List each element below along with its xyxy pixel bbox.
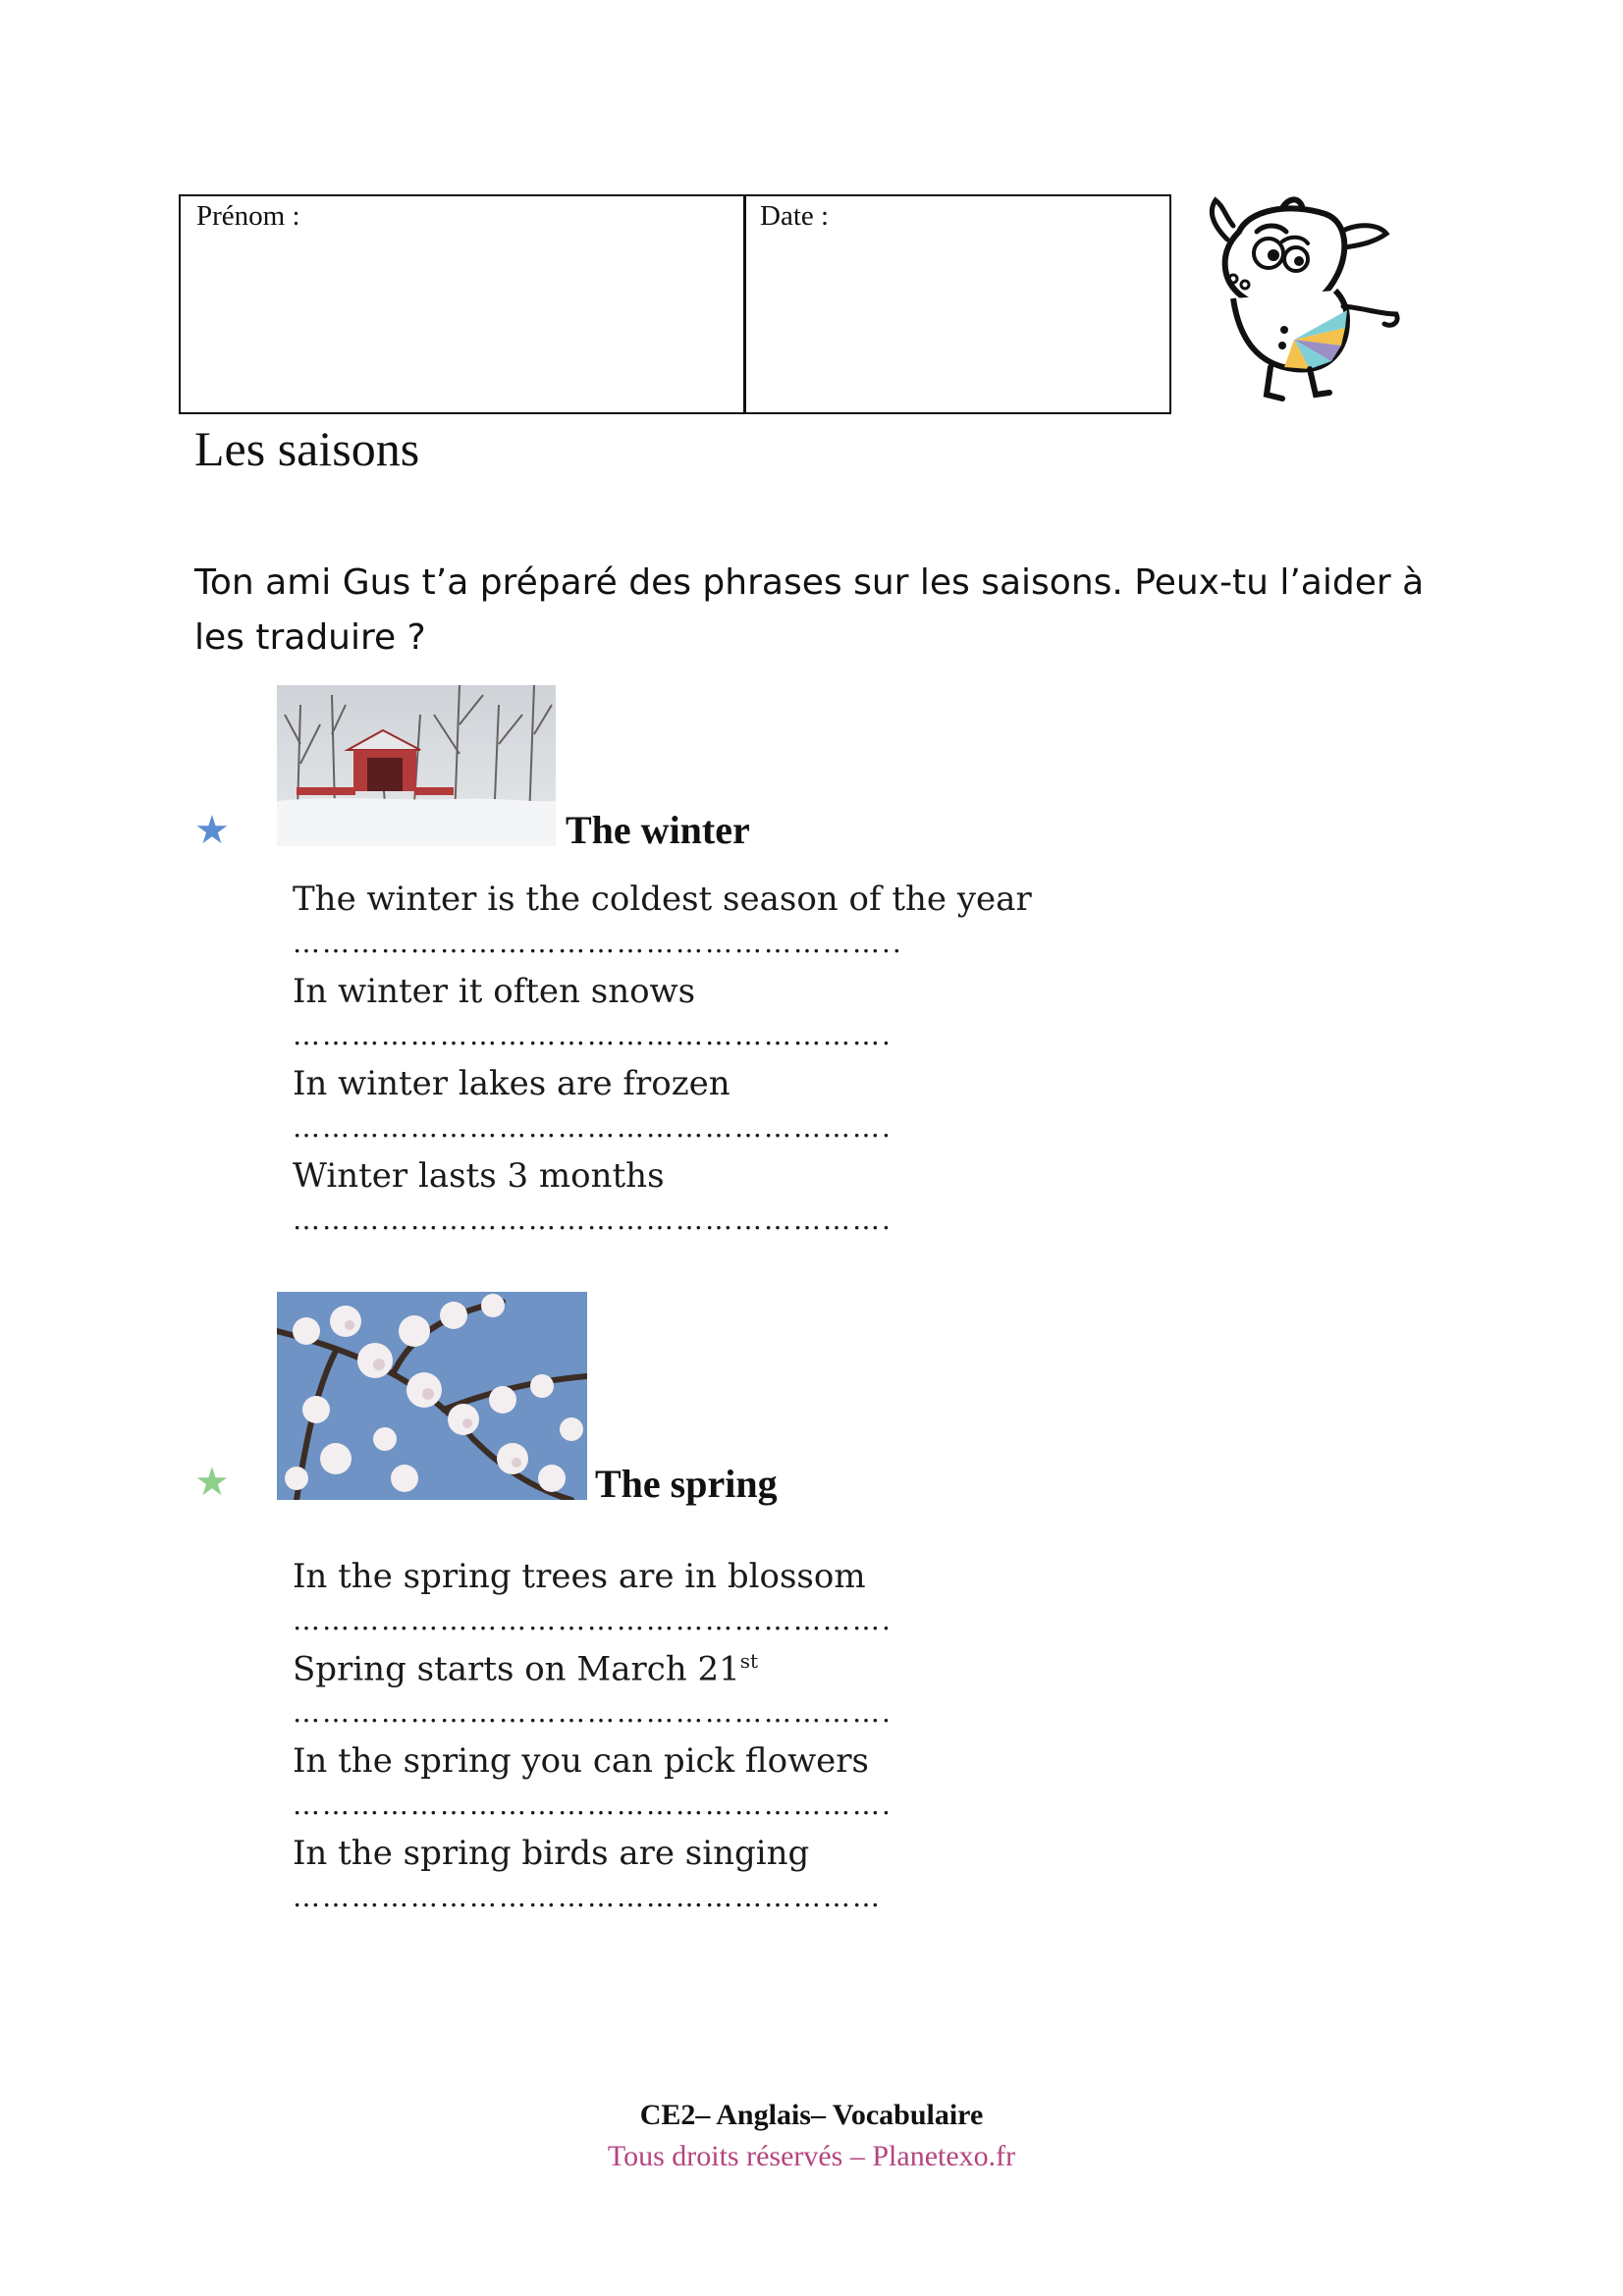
spring-heading: The spring [595, 1462, 778, 1506]
winter-answer-line-3[interactable]: ……………………………………………………. [293, 1111, 893, 1144]
winter-sentence-2: In winter it often snows [293, 972, 696, 1011]
winter-star-icon: ★ [194, 808, 230, 853]
winter-sentence-4: Winter lasts 3 months [293, 1156, 665, 1196]
prenom-label: Prénom : [196, 200, 300, 232]
spring-answer-line-4[interactable]: …………………………………………………… [293, 1881, 882, 1913]
winter-photo [277, 685, 556, 846]
winter-answer-line-1[interactable]: …………………………………………………….. [293, 927, 903, 959]
winter-sentence-3: In winter lakes are frozen [293, 1064, 730, 1103]
spring-answer-line-2[interactable]: ……………………………………………………. [293, 1696, 893, 1729]
spring-star-icon: ★ [194, 1460, 230, 1505]
date-label: Date : [760, 200, 830, 232]
page-title: Les saisons [194, 421, 420, 476]
instruction-text: Ton ami Gus t’a préparé des phrases sur les saisons. Peux-tu l’aider à les traduire ? [194, 562, 1425, 658]
footer-copyright[interactable]: Tous droits réservés – Planetexo.fr [607, 2140, 1016, 2172]
spring-answer-line-1[interactable]: ……………………………………………………. [293, 1604, 893, 1636]
winter-answer-line-4[interactable]: ……………………………………………………. [293, 1203, 893, 1236]
ordinal-suffix: st [739, 1649, 759, 1673]
spring-answer-line-3[interactable]: ……………………………………………………. [293, 1789, 893, 1821]
spring-sentence-3: In the spring you can pick flowers [293, 1741, 869, 1781]
winter-sentence-1: The winter is the coldest season of the year [293, 880, 1032, 919]
winter-heading: The winter [566, 808, 750, 852]
spring-sentence-1: In the spring trees are in blossom [293, 1557, 866, 1596]
winter-answer-line-2[interactable]: ……………………………………………………. [293, 1019, 893, 1051]
footer-course: CE2– Anglais– Vocabulaire [639, 2099, 984, 2131]
header-box [179, 194, 1171, 414]
header-divider [743, 196, 746, 412]
spring-sentence-2 [293, 1649, 758, 1688]
mascot-illustration [1200, 192, 1414, 414]
spring-photo [277, 1292, 587, 1500]
spring-sentence-4: In the spring birds are singing [293, 1834, 810, 1873]
spring-sentence-2-text: Spring starts on March 21 [293, 1649, 740, 1689]
